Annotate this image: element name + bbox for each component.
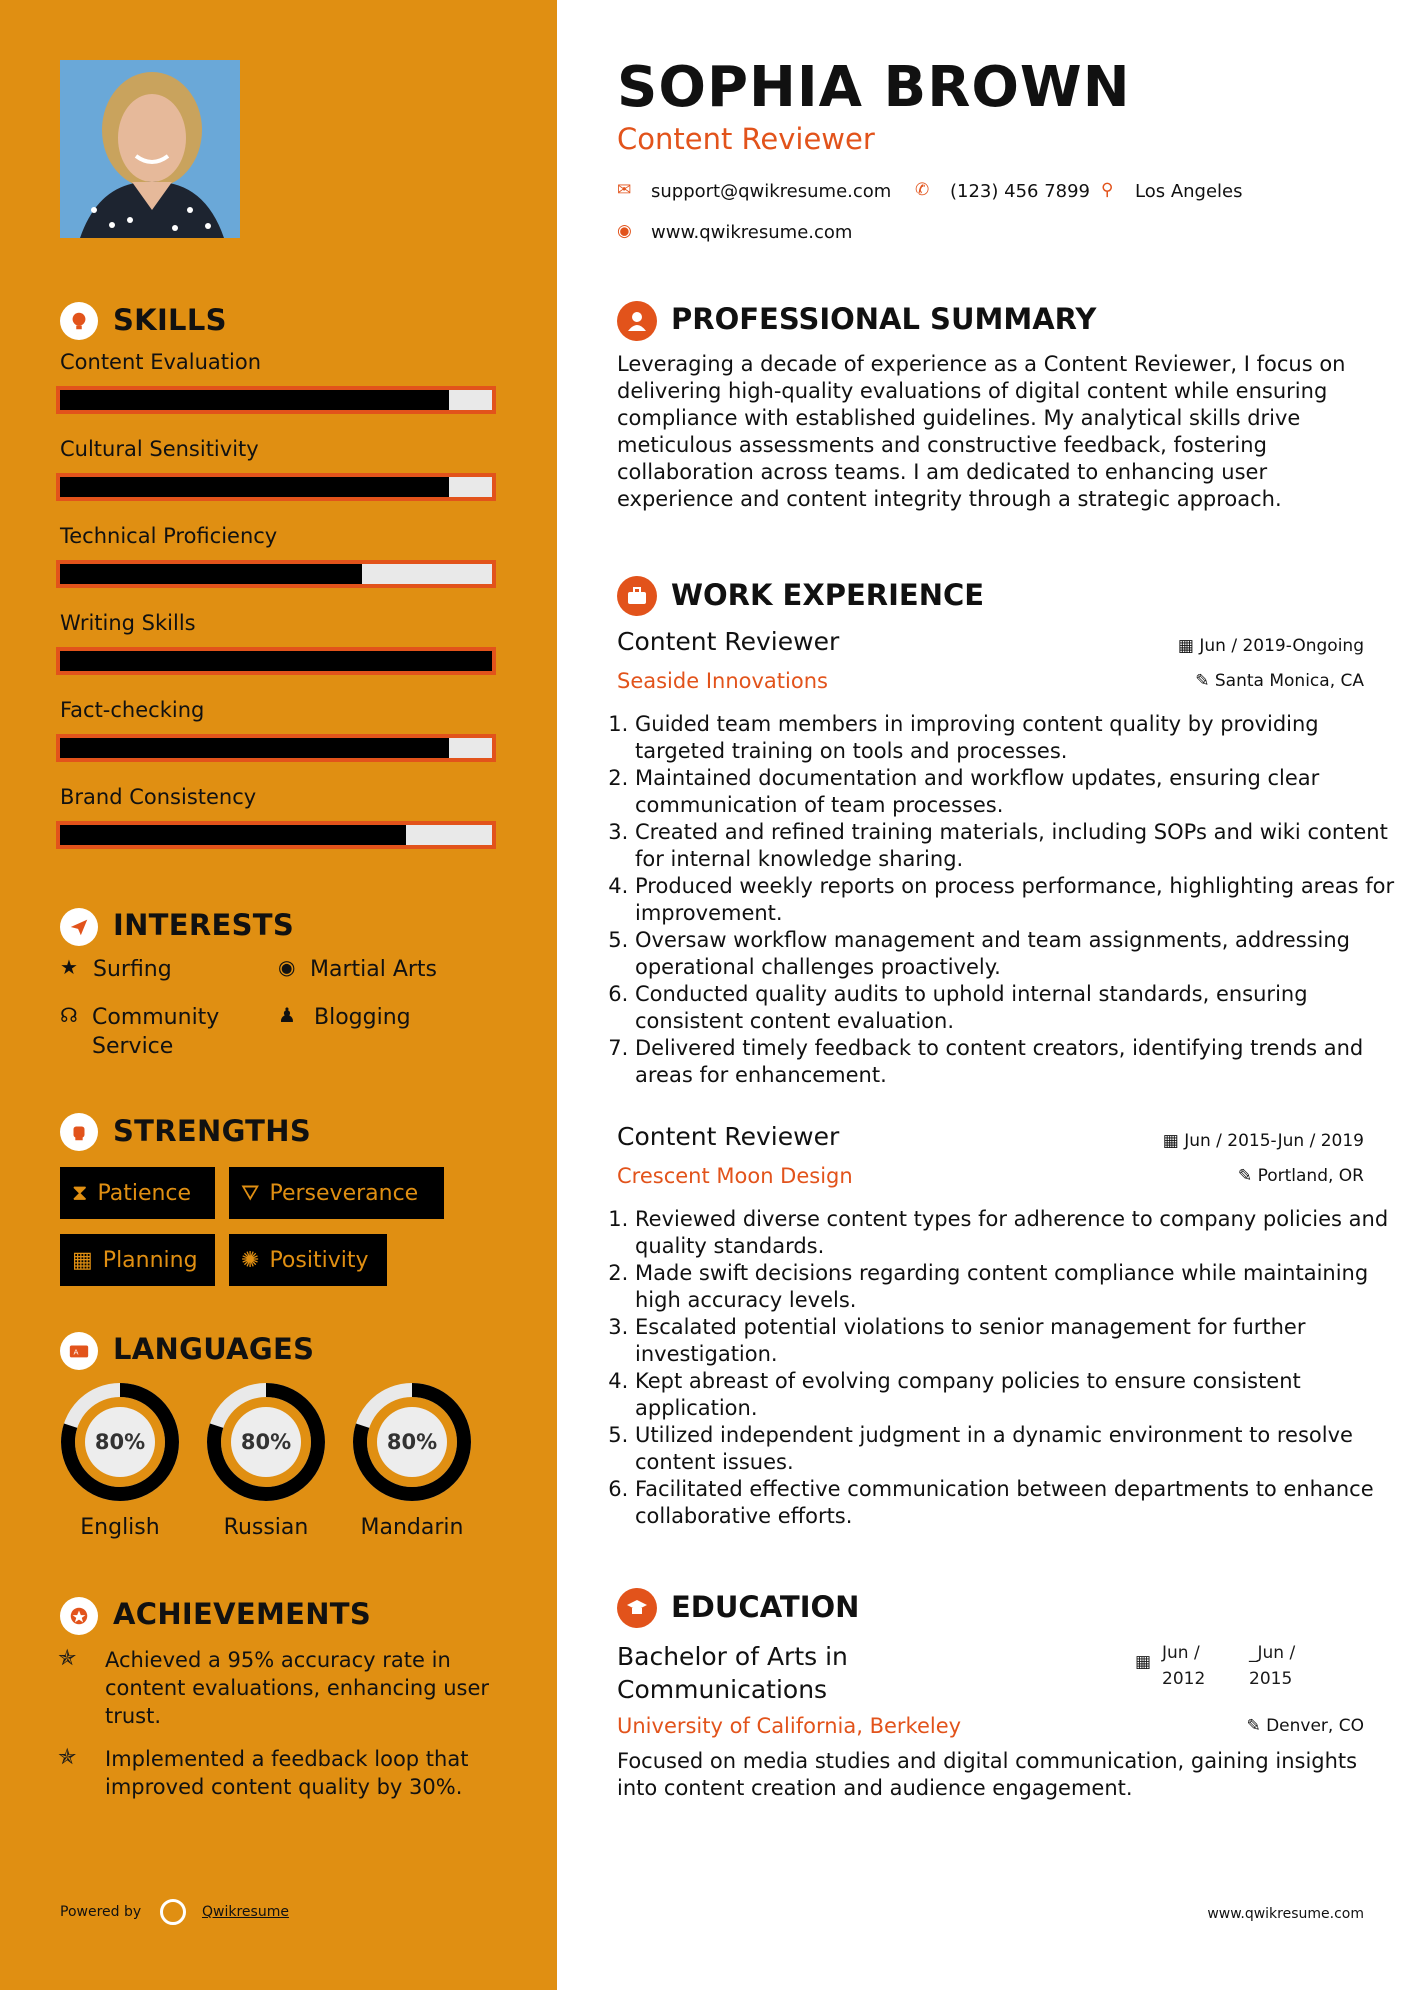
- skill-bar: [56, 647, 496, 675]
- language-percent: 80%: [94, 1430, 146, 1454]
- duty-item: 4. Produced weekly reports on process performance, highlighting areas for improvement.: [635, 873, 1395, 927]
- duty-item: 2. Maintained documentation and workflow updates, ensuring clear communication of team processes.: [635, 765, 1395, 819]
- skill-label: Writing Skills: [60, 611, 196, 635]
- skill-bar: [56, 821, 496, 849]
- duty-item: 6. Facilitated effective communication between departments to enhance collaborative efforts.: [635, 1476, 1395, 1530]
- language-donut: [58, 1380, 182, 1504]
- edu-end-year: 2015: [1249, 1669, 1293, 1689]
- strengths-title: STRENGTHS: [113, 1114, 312, 1148]
- pin-icon: ✎: [1237, 1166, 1258, 1186]
- edu-start-month: Jun /: [1162, 1643, 1200, 1663]
- duties-list: [617, 1206, 1395, 1530]
- achievement-text: Achieved a 95% accuracy rate in content evaluations, enhancing user trust.: [105, 1648, 490, 1728]
- job-location-text: Santa Monica, CA: [1214, 671, 1364, 691]
- svg-text:A: A: [73, 1347, 79, 1357]
- interest-item: [60, 955, 78, 979]
- interest-item: [278, 1003, 296, 1027]
- phone-text: (123) 456 7899: [950, 181, 1091, 202]
- skill-bar: [56, 473, 496, 501]
- edu-start-year: 2012: [1162, 1669, 1206, 1689]
- skills-title: SKILLS: [113, 303, 227, 337]
- job-location: [1238, 1166, 1364, 1186]
- interest-item: [60, 1003, 78, 1027]
- interests-title: INTERESTS: [113, 908, 295, 942]
- powered-by-text: Powered by: [60, 1904, 142, 1920]
- interest-item: [278, 955, 295, 979]
- strength-badge: [60, 1167, 215, 1219]
- star-icon: ★: [60, 955, 78, 979]
- pin-icon: ✎: [1195, 671, 1215, 691]
- skill-bar-fill: [60, 564, 362, 584]
- job-dates: [1163, 1131, 1364, 1151]
- skill-label: Content Evaluation: [60, 350, 261, 374]
- main-content: [557, 0, 1407, 1990]
- skill-label: Fact-checking: [60, 698, 205, 722]
- calendar-icon: ▦: [1162, 1131, 1185, 1151]
- interest-label: Martial Arts: [310, 957, 438, 982]
- strength-label: Positivity: [269, 1247, 369, 1273]
- sidebar: [0, 0, 557, 1990]
- skill-bar: [56, 734, 496, 762]
- degree: [617, 1640, 848, 1706]
- job-location-text: Portland, OR: [1257, 1166, 1364, 1186]
- skill-bar-fill: [60, 651, 492, 671]
- experience-title: WORK EXPERIENCE: [671, 578, 985, 612]
- star-icon: ✯: [58, 1646, 77, 1671]
- graduation-icon: [617, 1588, 657, 1628]
- skill-bar-fill: [60, 390, 449, 410]
- interest-label: Surfing: [93, 957, 172, 982]
- language-name: English: [80, 1515, 160, 1540]
- job-location: [1195, 671, 1364, 691]
- phone-icon: ✆: [915, 180, 930, 200]
- language-name: Russian: [223, 1515, 309, 1540]
- duty-item: 4. Kept abreast of evolving company policies to ensure consistent application.: [635, 1368, 1395, 1422]
- globe-icon: ◉: [617, 221, 632, 241]
- duty-item: 7. Delivered timely feedback to content creators, identifying trends and areas for enhancement.: [635, 1035, 1395, 1089]
- lightbulb-icon: [60, 302, 98, 340]
- skill-label: Technical Proficiency: [60, 524, 278, 548]
- map-marker-icon: ⚲: [1101, 180, 1114, 200]
- globe-icon: ◉: [278, 955, 296, 979]
- degree-line: Bachelor of Arts in: [617, 1642, 848, 1671]
- website-link[interactable]: www.qwikresume.com: [651, 222, 853, 243]
- calendar-icon: ▦: [1177, 636, 1200, 656]
- skill-bar-fill: [60, 825, 406, 845]
- language-donut: [204, 1380, 328, 1504]
- envelope-icon: ✉: [617, 180, 632, 200]
- fist-icon: [60, 1113, 98, 1151]
- skill-bar-fill: [60, 477, 449, 497]
- duty-item: 3. Created and refined training materials, including SOPs and wiki content for internal knowledge sharing.: [635, 819, 1395, 873]
- paper-plane-icon: [60, 908, 98, 946]
- calendar-icon: ▦: [1135, 1652, 1152, 1672]
- interest-label: Blogging: [314, 1005, 411, 1030]
- candidate-name: SOPHIA BROWN: [617, 55, 1131, 120]
- duty-item: 5. Utilized independent judgment in a dynamic environment to resolve content issues.: [635, 1422, 1395, 1476]
- duties-list: [617, 711, 1395, 1089]
- achievement-text: Implemented a feedback loop that improved content quality by 30%.: [105, 1747, 469, 1799]
- skill-bar: [56, 560, 496, 588]
- calendar-icon: ▦: [72, 1247, 93, 1273]
- skill-bar-fill: [60, 738, 449, 758]
- candidate-role: Content Reviewer: [617, 122, 875, 156]
- language-icon: [60, 1332, 98, 1370]
- edu-end-month: _Jun /: [1249, 1643, 1296, 1663]
- strength-label: Planning: [102, 1247, 198, 1273]
- strength-label: Patience: [97, 1180, 192, 1206]
- footer-website[interactable]: www.qwikresume.com: [1207, 1906, 1364, 1922]
- duty-item: 5. Oversaw workflow management and team assignments, addressing operational challenges proactively.: [635, 927, 1395, 981]
- education-title: EDUCATION: [671, 1590, 860, 1624]
- strength-badge: [229, 1167, 444, 1219]
- job-title: Content Reviewer: [617, 627, 840, 656]
- degree-line: Communications: [617, 1675, 828, 1704]
- briefcase-icon: [617, 576, 657, 616]
- company-name: Crescent Moon Design: [617, 1164, 853, 1188]
- job-title: Content Reviewer: [617, 1122, 840, 1151]
- education-description: Focused on media studies and digital communication, gaining insights into content creation and audience engagement.: [617, 1749, 1358, 1800]
- language-donut: [350, 1380, 474, 1504]
- language-percent: 80%: [386, 1430, 438, 1454]
- hourglass-icon: ⧗: [72, 1180, 88, 1206]
- qwikresume-link[interactable]: Qwikresume: [202, 1904, 289, 1920]
- duty-item: 6. Conducted quality audits to uphold internal standards, ensuring consistent content evaluation.: [635, 981, 1395, 1035]
- user-icon: [617, 301, 657, 341]
- profile-photo: [60, 60, 240, 238]
- qwikresume-logo-icon: [160, 1899, 186, 1925]
- handshake-icon: ☊: [60, 1003, 78, 1027]
- star-icon: ✯: [58, 1745, 77, 1770]
- language-percent: 80%: [240, 1430, 292, 1454]
- strength-badge: [60, 1234, 215, 1286]
- sun-icon: ✺: [241, 1247, 260, 1273]
- medal-icon: [60, 1597, 98, 1635]
- language-name: Mandarin: [360, 1515, 464, 1540]
- job-dates-text: Jun / 2015-Jun / 2019: [1184, 1131, 1364, 1151]
- road-icon: ⛛: [241, 1180, 260, 1206]
- edu-end: [1249, 1640, 1295, 1692]
- summary-title: PROFESSIONAL SUMMARY: [671, 302, 1097, 336]
- duty-item: 3. Escalated potential violations to senior management for further investigation.: [635, 1314, 1395, 1368]
- location-text: Los Angeles: [1135, 181, 1243, 202]
- edu-location-text: Denver, CO: [1266, 1716, 1364, 1736]
- interest-label: Community Service: [92, 1005, 220, 1059]
- duty-item: 2. Made swift decisions regarding content compliance while maintaining high accuracy levels.: [635, 1260, 1395, 1314]
- edu-start: [1162, 1640, 1205, 1692]
- languages-title: LANGUAGES: [113, 1332, 315, 1366]
- users-icon: ♟: [278, 1003, 296, 1027]
- achievements-title: ACHIEVEMENTS: [113, 1597, 372, 1631]
- pin-icon: ✎: [1246, 1716, 1267, 1736]
- skill-bar: [56, 386, 496, 414]
- email-link[interactable]: support@qwikresume.com: [651, 181, 892, 202]
- duty-item: 1. Guided team members in improving content quality by providing targeted training on tools and processes.: [635, 711, 1395, 765]
- job-dates: [1178, 636, 1364, 656]
- strength-badge: [229, 1234, 387, 1286]
- school-name: University of California, Berkeley: [617, 1714, 962, 1738]
- edu-location: [1246, 1716, 1364, 1736]
- company-name: Seaside Innovations: [617, 669, 828, 693]
- skill-label: Brand Consistency: [60, 785, 257, 809]
- summary-text: Leveraging a decade of experience as a Content Reviewer, I focus on delivering high-quality evaluations of digital content while ensuring compliance with established guidelines. My analytical skills drive meticulous assessments and constructive feedback, fostering collaboration across teams. I am dedicated to enhancing user experience and content integrity through a strategic approach.: [617, 352, 1346, 511]
- strength-label: Perseverance: [269, 1180, 419, 1206]
- job-dates-text: Jun / 2019-Ongoing: [1199, 636, 1364, 656]
- skill-label: Cultural Sensitivity: [60, 437, 259, 461]
- duty-item: 1. Reviewed diverse content types for adherence to company policies and quality standards.: [635, 1206, 1395, 1260]
